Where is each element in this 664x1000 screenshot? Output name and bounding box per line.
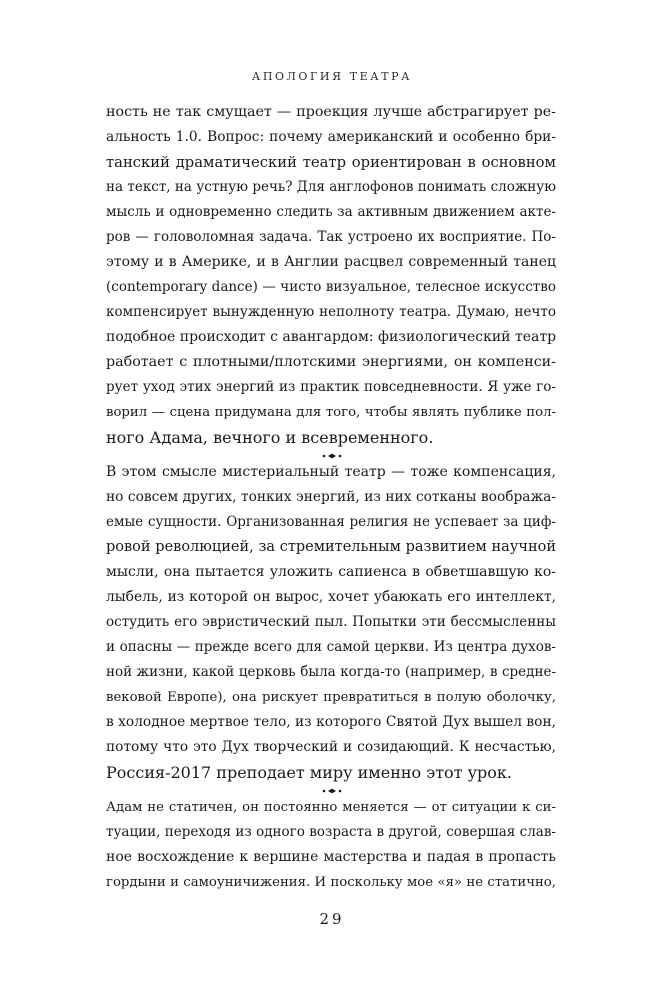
- text-line: рует уход этих энергий из практик повседневности. Я уже го-: [106, 379, 556, 395]
- text-line: ного Адама, вечного и всевременного.: [106, 428, 434, 447]
- text-line: (contemporary dance) — чисто визуальное, телесное искусство: [106, 279, 556, 295]
- section-separator: [0, 446, 664, 458]
- paragraph-2: [106, 460, 556, 785]
- text-line: мысли, она пытается уложить сапиенса в обветшавшую ко-: [106, 564, 556, 580]
- section-separator: [0, 781, 664, 793]
- text-line: ров — головоломная задача. Так устроено их восприятие. По-: [106, 229, 556, 245]
- paragraph-3: [106, 795, 556, 895]
- text-line: ной жизни, какой церковь была когда-то (например, в средне-: [106, 664, 556, 680]
- page-number: 29: [319, 910, 345, 928]
- text-line: емые сущности. Организованная религия не успевает за циф-: [106, 514, 556, 530]
- text-line: Россия-2017 преподает миру именно этот урок.: [106, 763, 512, 782]
- text-line: Адам не статичен, он постоянно меняется — от ситуации к си-: [106, 800, 556, 815]
- text-line: потому что это Дух творческий и созидающий. К несчастью,: [106, 739, 556, 755]
- running-head: АПОЛОГИЯ ТЕАТРА: [251, 70, 413, 83]
- text-line: этому и в Америке, и в Англии расцвел современный танец: [106, 254, 556, 270]
- text-line: мысль и одновременно следить за активным движением акте-: [106, 204, 556, 220]
- text-line: В этом смысле мистериальный театр — тоже компенсация,: [106, 464, 556, 480]
- text-line: и опасны — прежде всего для самой церкви. Из центра духов-: [106, 639, 556, 655]
- text-line: альность 1.0. Вопрос: почему американский и особенно бри-: [106, 129, 556, 145]
- text-line: но совсем других, тонких энергий, из них сотканы вообража-: [106, 489, 556, 505]
- text-line: ворил — сцена придумана для того, чтобы являть публике пол-: [106, 405, 556, 420]
- text-line: компенсирует вынужденную неполноту театра. Думаю, нечто: [106, 304, 556, 320]
- text-line: танский драматический театр ориентирован в основном: [106, 154, 556, 171]
- text-line: туации, переходя из одного возраста в другой, совершая слав-: [106, 824, 556, 840]
- text-line: работает с плотными/плотскими энергиями, он компенси-: [106, 354, 556, 370]
- text-line: остудить его эвристический пыл. Попытки эти бессмысленны: [106, 614, 556, 630]
- text-line: в холодное мертвое тело, из которого Святой Дух вышел вон,: [106, 714, 556, 730]
- text-line: подобное происходит с авангардом: физиологический театр: [106, 329, 557, 345]
- text-line: лыбель, из которой он вырос, хочет убаюкать его интеллект,: [106, 589, 556, 605]
- text-line: ное восхождение к вершине мастерства и падая в пропасть: [106, 849, 556, 865]
- text-line: на текст, на устную речь? Для англофонов понимать сложную: [106, 179, 556, 195]
- text-line: ровой революцией, за стремительным развитием научной: [106, 539, 556, 555]
- text-line: ность не так смущает — проекция лучше абстрагирует ре-: [106, 104, 556, 120]
- text-line: гордыни и самоуничижения. И поскольку мое «я» не статично,: [106, 875, 556, 890]
- paragraph-1: [106, 100, 556, 450]
- text-line: вековой Европе), она рискует превратиться в полую оболочку,: [106, 690, 556, 705]
